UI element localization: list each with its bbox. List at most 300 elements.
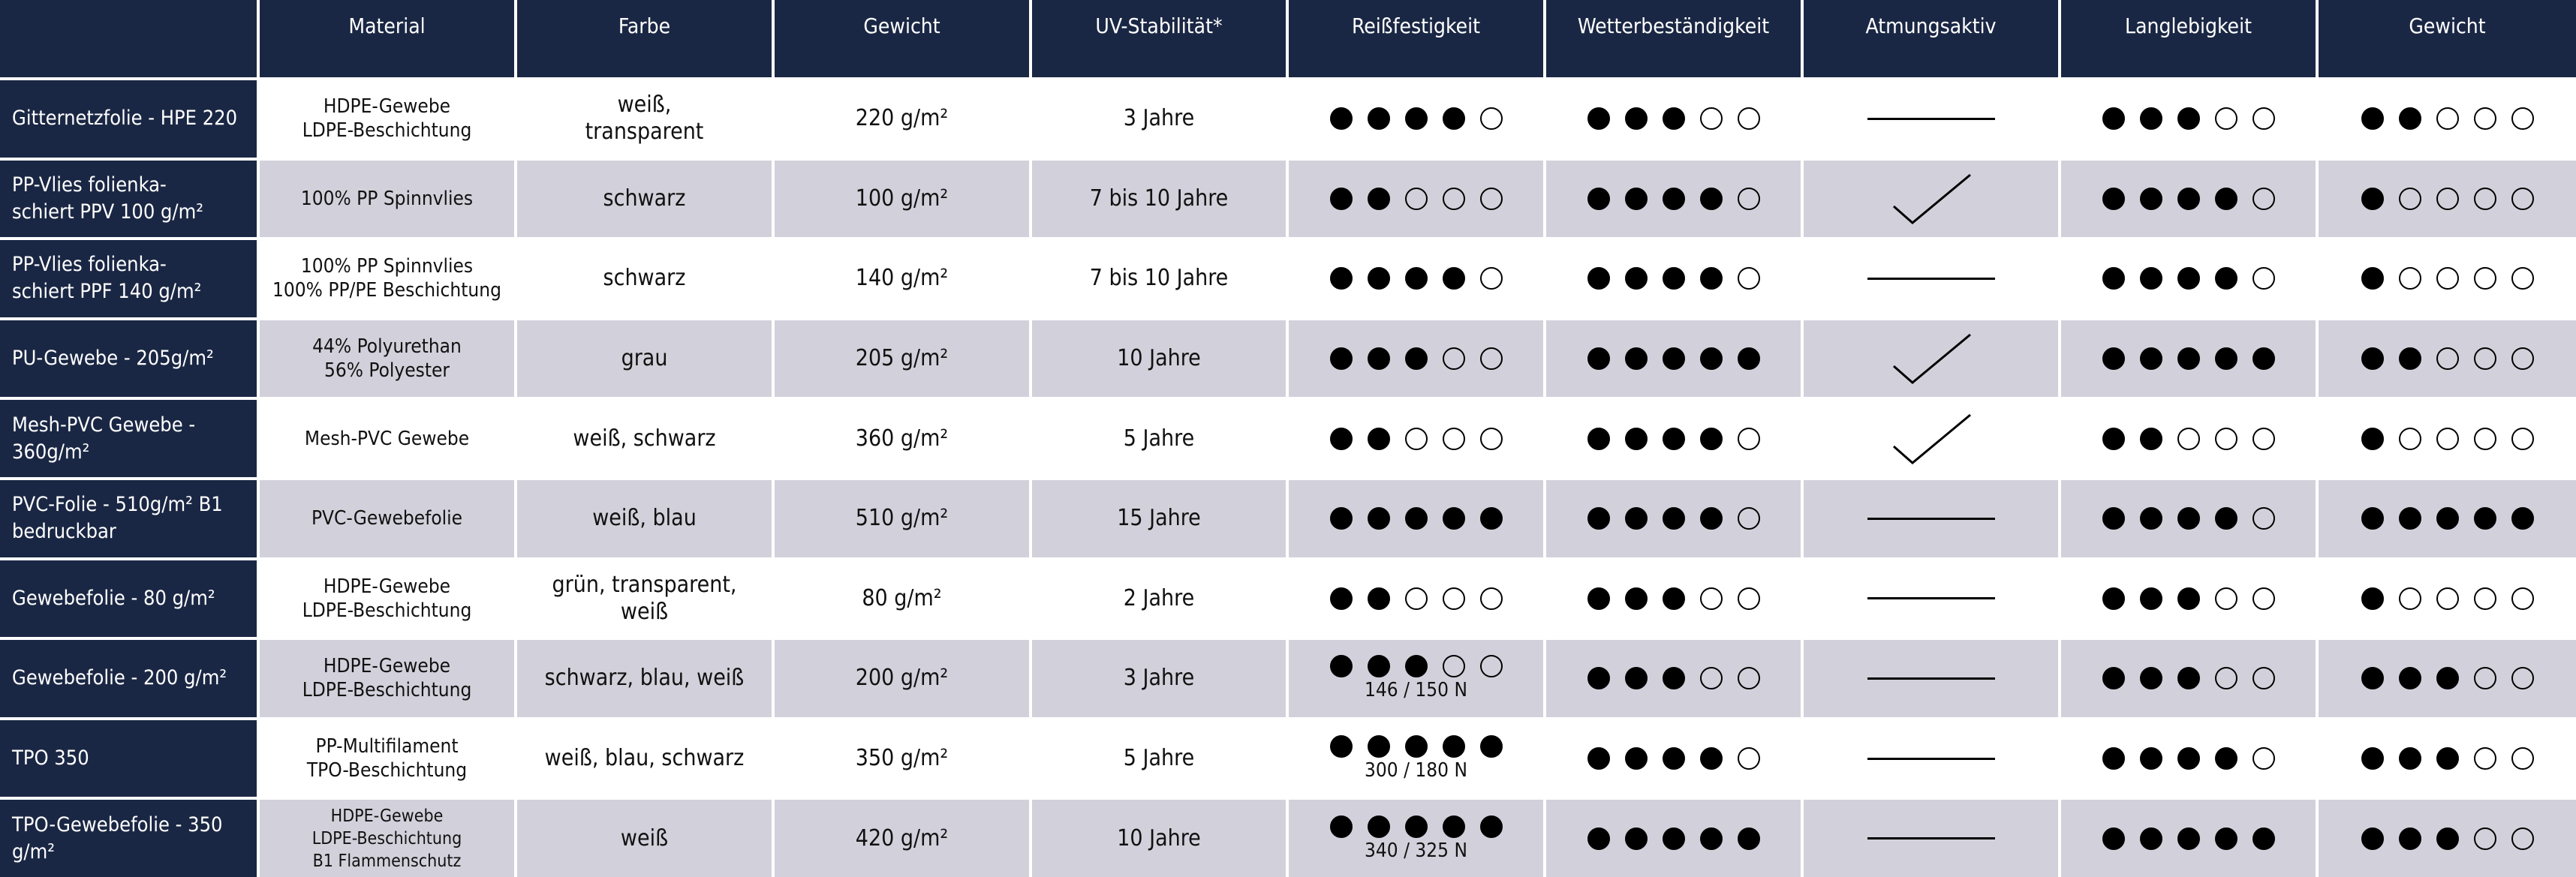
uv-cell: 5 Jahre bbox=[1032, 720, 1286, 797]
empty-dot-icon bbox=[1738, 747, 1760, 770]
row-name bbox=[0, 400, 257, 477]
filled-dot-icon bbox=[2102, 428, 2125, 450]
weight-rating bbox=[2361, 188, 2534, 210]
empty-dot-icon bbox=[2252, 667, 2275, 689]
material-line: B1 Flammenschutz bbox=[312, 851, 462, 871]
filled-dot-icon bbox=[2436, 667, 2459, 689]
durability-rating bbox=[2102, 747, 2275, 770]
empty-dot-icon bbox=[2215, 667, 2237, 689]
filled-dot-icon bbox=[1480, 507, 1503, 530]
material-cell bbox=[260, 800, 514, 877]
empty-dot-icon bbox=[1700, 587, 1723, 610]
tear-strength-note: 300 / 180 N bbox=[1365, 759, 1467, 782]
empty-dot-icon bbox=[2474, 747, 2496, 770]
filled-dot-icon bbox=[1443, 267, 1465, 290]
weight-rating-cell bbox=[2319, 640, 2576, 717]
material-line: HDPE-Gewebe bbox=[323, 95, 451, 119]
tear-strength-cell bbox=[1289, 80, 1543, 158]
filled-dot-icon bbox=[2399, 347, 2421, 370]
weather-rating bbox=[1587, 507, 1760, 530]
empty-dot-icon bbox=[1405, 428, 1428, 450]
filled-dot-icon bbox=[1405, 655, 1428, 677]
filled-dot-icon bbox=[1368, 107, 1390, 130]
product-name-line: PP-Vlies folienka- bbox=[12, 253, 167, 277]
color-line: weiß, bbox=[617, 92, 672, 119]
material-line: 100% PP Spinnvlies bbox=[300, 255, 474, 278]
filled-dot-icon bbox=[2252, 827, 2275, 850]
filled-dot-icon bbox=[1368, 507, 1390, 530]
filled-dot-icon bbox=[1368, 428, 1390, 450]
product-name-line: PVC-Folie - 510g/m² B1 bbox=[12, 493, 223, 517]
material-line: 56% Polyester bbox=[324, 359, 450, 383]
empty-dot-icon bbox=[2215, 587, 2237, 610]
filled-dot-icon bbox=[1330, 815, 1353, 838]
empty-dot-icon bbox=[1443, 587, 1465, 610]
product-name-line: TPO 350 bbox=[12, 746, 89, 770]
filled-dot-icon bbox=[1443, 815, 1465, 838]
filled-dot-icon bbox=[2177, 107, 2200, 130]
filled-dot-icon bbox=[1330, 188, 1353, 210]
filled-dot-icon bbox=[1700, 347, 1723, 370]
empty-dot-icon bbox=[2474, 428, 2496, 450]
empty-dot-icon bbox=[1405, 188, 1428, 210]
filled-dot-icon bbox=[2177, 267, 2200, 290]
filled-dot-icon bbox=[1663, 587, 1685, 610]
weather-cell bbox=[1546, 161, 1801, 238]
filled-dot-icon bbox=[2102, 667, 2125, 689]
filled-dot-icon bbox=[1663, 107, 1685, 130]
empty-dot-icon bbox=[1480, 188, 1503, 210]
filled-dot-icon bbox=[2215, 747, 2237, 770]
color-cell bbox=[517, 400, 772, 477]
material-cell bbox=[260, 320, 514, 398]
filled-dot-icon bbox=[1368, 735, 1390, 758]
filled-dot-icon bbox=[2177, 587, 2200, 610]
tear-strength-rating bbox=[1330, 188, 1503, 210]
breathable-cell bbox=[1804, 720, 2058, 797]
weight-cell: 80 g/m² bbox=[775, 560, 1029, 638]
weight-rating-cell bbox=[2319, 161, 2576, 238]
product-name-line: PU-Gewebe - 205g/m² bbox=[12, 347, 214, 371]
weight-cell: 420 g/m² bbox=[775, 800, 1029, 877]
material-cell bbox=[260, 480, 514, 557]
row-name bbox=[0, 161, 257, 238]
filled-dot-icon bbox=[1663, 428, 1685, 450]
empty-dot-icon bbox=[2511, 747, 2534, 770]
weather-cell bbox=[1546, 240, 1801, 317]
tear-strength-rating bbox=[1330, 428, 1503, 450]
uv-cell: 3 Jahre bbox=[1032, 640, 1286, 717]
tear-strength-cell bbox=[1289, 161, 1543, 238]
row-name bbox=[0, 480, 257, 557]
color-line: grün, transparent, bbox=[552, 571, 737, 598]
weight-rating bbox=[2361, 428, 2534, 450]
weight-rating bbox=[2361, 347, 2534, 370]
filled-dot-icon bbox=[1330, 107, 1353, 130]
empty-dot-icon bbox=[2177, 428, 2200, 450]
header-1: Material bbox=[260, 0, 514, 77]
empty-dot-icon bbox=[1480, 587, 1503, 610]
filled-dot-icon bbox=[1587, 747, 1610, 770]
filled-dot-icon bbox=[1625, 267, 1648, 290]
weight-rating-cell bbox=[2319, 240, 2576, 317]
filled-dot-icon bbox=[2177, 827, 2200, 850]
color-cell bbox=[517, 720, 772, 797]
color-line: weiß, blau, schwarz bbox=[544, 745, 745, 772]
filled-dot-icon bbox=[1700, 507, 1723, 530]
row-name bbox=[0, 720, 257, 797]
color-cell bbox=[517, 800, 772, 877]
product-name-line: schiert PPF 140 g/m² bbox=[12, 280, 202, 304]
dash-icon bbox=[1867, 118, 1995, 120]
weather-cell bbox=[1546, 80, 1801, 158]
filled-dot-icon bbox=[1663, 747, 1685, 770]
dash-icon bbox=[1867, 278, 1995, 280]
filled-dot-icon bbox=[2102, 267, 2125, 290]
filled-dot-icon bbox=[2361, 428, 2384, 450]
filled-dot-icon bbox=[2102, 827, 2125, 850]
filled-dot-icon bbox=[1587, 347, 1610, 370]
filled-dot-icon bbox=[1663, 667, 1685, 689]
tear-strength-rating bbox=[1330, 507, 1503, 530]
color-line: schwarz, blau, weiß bbox=[544, 665, 745, 692]
filled-dot-icon bbox=[2140, 267, 2162, 290]
empty-dot-icon bbox=[1738, 107, 1760, 130]
filled-dot-icon bbox=[1330, 347, 1353, 370]
filled-dot-icon bbox=[1625, 827, 1648, 850]
breathable-cell bbox=[1804, 560, 2058, 638]
weather-cell bbox=[1546, 560, 1801, 638]
material-cell bbox=[260, 560, 514, 638]
empty-dot-icon bbox=[1738, 667, 1760, 689]
weather-rating bbox=[1587, 107, 1760, 130]
filled-dot-icon bbox=[2436, 827, 2459, 850]
filled-dot-icon bbox=[1587, 267, 1610, 290]
filled-dot-icon bbox=[2140, 347, 2162, 370]
filled-dot-icon bbox=[1625, 347, 1648, 370]
weather-cell bbox=[1546, 800, 1801, 877]
filled-dot-icon bbox=[2177, 667, 2200, 689]
filled-dot-icon bbox=[1368, 347, 1390, 370]
weather-cell bbox=[1546, 480, 1801, 557]
filled-dot-icon bbox=[2177, 747, 2200, 770]
durability-cell bbox=[2061, 400, 2316, 477]
filled-dot-icon bbox=[2361, 107, 2384, 130]
weather-rating bbox=[1587, 667, 1760, 689]
durability-rating bbox=[2102, 587, 2275, 610]
durability-rating bbox=[2102, 827, 2275, 850]
tear-strength-rating bbox=[1330, 267, 1503, 290]
weight-rating bbox=[2361, 667, 2534, 689]
tear-strength-note: 340 / 325 N bbox=[1365, 839, 1467, 862]
filled-dot-icon bbox=[2140, 827, 2162, 850]
empty-dot-icon bbox=[1738, 188, 1760, 210]
color-cell bbox=[517, 560, 772, 638]
material-cell bbox=[260, 400, 514, 477]
filled-dot-icon bbox=[2361, 267, 2384, 290]
filled-dot-icon bbox=[1330, 735, 1353, 758]
breathable-cell bbox=[1804, 400, 2058, 477]
filled-dot-icon bbox=[1663, 188, 1685, 210]
empty-dot-icon bbox=[2399, 587, 2421, 610]
filled-dot-icon bbox=[1405, 107, 1428, 130]
empty-dot-icon bbox=[1700, 107, 1723, 130]
empty-dot-icon bbox=[2511, 107, 2534, 130]
material-cell bbox=[260, 240, 514, 317]
filled-dot-icon bbox=[2361, 667, 2384, 689]
tear-strength-rating bbox=[1330, 735, 1503, 758]
filled-dot-icon bbox=[2140, 747, 2162, 770]
weight-rating-cell bbox=[2319, 800, 2576, 877]
durability-rating bbox=[2102, 507, 2275, 530]
filled-dot-icon bbox=[1443, 735, 1465, 758]
weight-rating-cell bbox=[2319, 560, 2576, 638]
weight-rating bbox=[2361, 107, 2534, 130]
empty-dot-icon bbox=[1480, 107, 1503, 130]
filled-dot-icon bbox=[1663, 507, 1685, 530]
product-name-line: bedruckbar bbox=[12, 520, 116, 544]
header-9: Gewicht bbox=[2319, 0, 2576, 77]
color-line: schwarz bbox=[603, 185, 686, 212]
empty-dot-icon bbox=[1480, 428, 1503, 450]
filled-dot-icon bbox=[1405, 815, 1428, 838]
check-icon bbox=[1886, 409, 1976, 469]
empty-dot-icon bbox=[2511, 188, 2534, 210]
durability-cell bbox=[2061, 240, 2316, 317]
filled-dot-icon bbox=[2102, 587, 2125, 610]
durability-rating bbox=[2102, 667, 2275, 689]
weight-cell: 350 g/m² bbox=[775, 720, 1029, 797]
empty-dot-icon bbox=[1405, 587, 1428, 610]
check-icon bbox=[1886, 329, 1976, 389]
material-line: HDPE-Gewebe bbox=[330, 806, 444, 826]
empty-dot-icon bbox=[2252, 188, 2275, 210]
weather-rating bbox=[1587, 747, 1760, 770]
empty-dot-icon bbox=[1738, 428, 1760, 450]
material-line: LDPE-Beschichtung bbox=[302, 599, 472, 622]
dash-icon bbox=[1867, 518, 1995, 520]
empty-dot-icon bbox=[2436, 347, 2459, 370]
filled-dot-icon bbox=[1480, 815, 1503, 838]
filled-dot-icon bbox=[1663, 267, 1685, 290]
empty-dot-icon bbox=[1738, 267, 1760, 290]
filled-dot-icon bbox=[2474, 507, 2496, 530]
filled-dot-icon bbox=[2361, 827, 2384, 850]
uv-cell: 3 Jahre bbox=[1032, 80, 1286, 158]
weather-rating bbox=[1587, 188, 1760, 210]
weight-rating-cell bbox=[2319, 80, 2576, 158]
row-name bbox=[0, 320, 257, 398]
weather-rating bbox=[1587, 827, 1760, 850]
durability-cell bbox=[2061, 161, 2316, 238]
empty-dot-icon bbox=[1480, 347, 1503, 370]
filled-dot-icon bbox=[1587, 428, 1610, 450]
tear-strength-cell bbox=[1289, 560, 1543, 638]
empty-dot-icon bbox=[1738, 507, 1760, 530]
empty-dot-icon bbox=[2474, 107, 2496, 130]
material-line: 100% PP/PE Beschichtung bbox=[272, 279, 501, 302]
color-line: schwarz bbox=[603, 265, 686, 292]
tear-strength-rating bbox=[1330, 107, 1503, 130]
weight-cell: 200 g/m² bbox=[775, 640, 1029, 717]
durability-rating bbox=[2102, 107, 2275, 130]
filled-dot-icon bbox=[1587, 107, 1610, 130]
filled-dot-icon bbox=[1405, 347, 1428, 370]
filled-dot-icon bbox=[1330, 655, 1353, 677]
filled-dot-icon bbox=[1330, 507, 1353, 530]
dash-icon bbox=[1867, 837, 1995, 839]
empty-dot-icon bbox=[1700, 667, 1723, 689]
empty-dot-icon bbox=[2474, 188, 2496, 210]
weight-cell: 360 g/m² bbox=[775, 400, 1029, 477]
empty-dot-icon bbox=[2511, 347, 2534, 370]
color-line: grau bbox=[621, 345, 668, 372]
filled-dot-icon bbox=[2399, 747, 2421, 770]
uv-cell: 15 Jahre bbox=[1032, 480, 1286, 557]
breathable-cell bbox=[1804, 640, 2058, 717]
filled-dot-icon bbox=[1405, 507, 1428, 530]
filled-dot-icon bbox=[1663, 827, 1685, 850]
color-cell bbox=[517, 480, 772, 557]
product-name-line: Gitternetzfolie - HPE 220 bbox=[12, 107, 238, 131]
durability-cell bbox=[2061, 640, 2316, 717]
breathable-cell bbox=[1804, 800, 2058, 877]
filled-dot-icon bbox=[1700, 188, 1723, 210]
tear-strength-rating bbox=[1330, 347, 1503, 370]
filled-dot-icon bbox=[1443, 507, 1465, 530]
filled-dot-icon bbox=[2177, 507, 2200, 530]
empty-dot-icon bbox=[2474, 587, 2496, 610]
dash-icon bbox=[1867, 758, 1995, 760]
empty-dot-icon bbox=[2399, 267, 2421, 290]
filled-dot-icon bbox=[2215, 507, 2237, 530]
breathable-cell bbox=[1804, 80, 2058, 158]
filled-dot-icon bbox=[2361, 188, 2384, 210]
tear-strength-note: 146 / 150 N bbox=[1365, 679, 1467, 702]
filled-dot-icon bbox=[1700, 827, 1723, 850]
product-name-line: Mesh-PVC Gewebe - bbox=[12, 413, 196, 437]
filled-dot-icon bbox=[1625, 667, 1648, 689]
material-cell bbox=[260, 161, 514, 238]
tear-strength-cell bbox=[1289, 800, 1543, 877]
weight-rating bbox=[2361, 587, 2534, 610]
filled-dot-icon bbox=[1738, 347, 1760, 370]
empty-dot-icon bbox=[2511, 267, 2534, 290]
uv-cell: 10 Jahre bbox=[1032, 320, 1286, 398]
material-cell bbox=[260, 640, 514, 717]
weather-rating bbox=[1587, 587, 1760, 610]
color-cell bbox=[517, 640, 772, 717]
weight-rating bbox=[2361, 827, 2534, 850]
color-line: transparent bbox=[585, 119, 704, 146]
empty-dot-icon bbox=[2436, 587, 2459, 610]
filled-dot-icon bbox=[1625, 507, 1648, 530]
empty-dot-icon bbox=[2252, 428, 2275, 450]
filled-dot-icon bbox=[2361, 587, 2384, 610]
empty-dot-icon bbox=[1443, 347, 1465, 370]
weight-cell: 140 g/m² bbox=[775, 240, 1029, 317]
filled-dot-icon bbox=[2399, 507, 2421, 530]
tear-strength-cell bbox=[1289, 320, 1543, 398]
row-name bbox=[0, 640, 257, 717]
tear-strength-rating bbox=[1330, 655, 1503, 677]
durability-rating bbox=[2102, 188, 2275, 210]
color-line: weiß, blau bbox=[592, 505, 697, 532]
product-name-line: PP-Vlies folienka- bbox=[12, 173, 167, 197]
filled-dot-icon bbox=[1368, 267, 1390, 290]
filled-dot-icon bbox=[2102, 347, 2125, 370]
weather-rating bbox=[1587, 347, 1760, 370]
empty-dot-icon bbox=[2215, 107, 2237, 130]
header-7: Atmungsaktiv bbox=[1804, 0, 2058, 77]
tear-strength-rating bbox=[1330, 815, 1503, 838]
header-8: Langlebigkeit bbox=[2061, 0, 2316, 77]
weight-cell: 100 g/m² bbox=[775, 161, 1029, 238]
filled-dot-icon bbox=[2140, 188, 2162, 210]
uv-cell: 10 Jahre bbox=[1032, 800, 1286, 877]
color-line: weiß bbox=[620, 598, 669, 625]
color-cell bbox=[517, 80, 772, 158]
uv-cell: 7 bis 10 Jahre bbox=[1032, 161, 1286, 238]
filled-dot-icon bbox=[2436, 747, 2459, 770]
filled-dot-icon bbox=[2140, 587, 2162, 610]
tear-strength-cell bbox=[1289, 480, 1543, 557]
weight-cell: 205 g/m² bbox=[775, 320, 1029, 398]
empty-dot-icon bbox=[2436, 188, 2459, 210]
weight-rating-cell bbox=[2319, 320, 2576, 398]
weather-cell bbox=[1546, 320, 1801, 398]
material-line: LDPE-Beschichtung bbox=[311, 828, 462, 848]
product-name-line: schiert PPV 100 g/m² bbox=[12, 200, 204, 224]
empty-dot-icon bbox=[2436, 107, 2459, 130]
color-cell bbox=[517, 240, 772, 317]
filled-dot-icon bbox=[2511, 507, 2534, 530]
filled-dot-icon bbox=[2177, 347, 2200, 370]
filled-dot-icon bbox=[2177, 188, 2200, 210]
weight-rating bbox=[2361, 267, 2534, 290]
filled-dot-icon bbox=[1587, 587, 1610, 610]
material-line: HDPE-Gewebe bbox=[323, 575, 451, 598]
product-name-line: g/m² bbox=[12, 839, 56, 863]
material-line: HDPE-Gewebe bbox=[323, 655, 451, 678]
product-name-line: Gewebefolie - 80 g/m² bbox=[12, 586, 215, 610]
durability-cell bbox=[2061, 720, 2316, 797]
filled-dot-icon bbox=[1587, 507, 1610, 530]
weight-rating-cell bbox=[2319, 720, 2576, 797]
filled-dot-icon bbox=[1480, 735, 1503, 758]
filled-dot-icon bbox=[2215, 347, 2237, 370]
empty-dot-icon bbox=[2511, 428, 2534, 450]
filled-dot-icon bbox=[2215, 267, 2237, 290]
empty-dot-icon bbox=[2511, 587, 2534, 610]
filled-dot-icon bbox=[2102, 188, 2125, 210]
filled-dot-icon bbox=[1625, 587, 1648, 610]
color-line: weiß, schwarz bbox=[573, 425, 716, 452]
weather-rating bbox=[1587, 428, 1760, 450]
durability-cell bbox=[2061, 80, 2316, 158]
color-line: weiß bbox=[620, 824, 669, 851]
weight-cell: 220 g/m² bbox=[775, 80, 1029, 158]
color-cell bbox=[517, 161, 772, 238]
filled-dot-icon bbox=[2399, 667, 2421, 689]
filled-dot-icon bbox=[2102, 747, 2125, 770]
filled-dot-icon bbox=[1700, 267, 1723, 290]
empty-dot-icon bbox=[2252, 507, 2275, 530]
filled-dot-icon bbox=[1625, 428, 1648, 450]
empty-dot-icon bbox=[2399, 428, 2421, 450]
empty-dot-icon bbox=[1443, 188, 1465, 210]
product-name-line: Gewebefolie - 200 g/m² bbox=[12, 666, 227, 690]
